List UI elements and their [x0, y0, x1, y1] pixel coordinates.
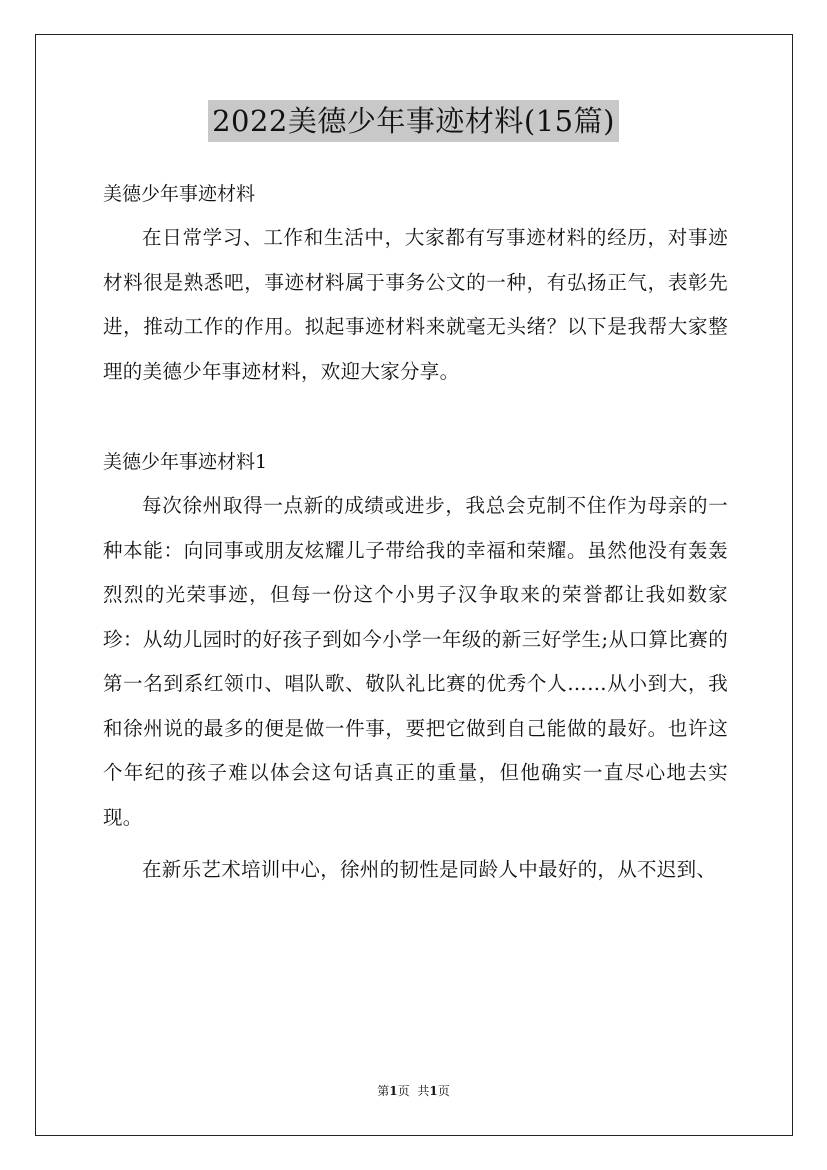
footer-page-suffix: 页 [397, 1084, 410, 1098]
intro-heading: 美德少年事迹材料 [103, 183, 256, 205]
footer-page-prefix: 第 [377, 1084, 390, 1098]
paragraph-gap [103, 840, 728, 848]
title-container [0, 100, 827, 142]
section1-paragraph-1: 每次徐州取得一点新的成绩或进步，我总会克制不住作为母亲的一种本能：向同事或朋友炫耀儿子带给我的幸福和荣耀。虽然他没有轰轰烈烈的光荣事迹，但每一份这个小男子汉争取来的荣誉都让我如数家珍：从幼儿园时的好孩子到如今小学一年级的新三好学生;从口算比赛的第一名到系红领巾、唱队歌、敬队礼比赛的优秀个人……从小到大，我和徐州说的最多的便是做一件事，要把它做到自己能做的最好。也许这个年纪的孩子难以体会这句话真正的重量，但他确实一直尽心地去实现。 [103, 494, 728, 829]
section1-heading: 美德少年事迹材料1 [103, 451, 268, 473]
footer-page-total: 1 [429, 1084, 438, 1098]
footer-total-prefix: 共 [417, 1084, 430, 1098]
section1-paragraph-2: 在新乐艺术培训中心，徐州的韧性是同龄人中最好的，从不迟到、 [142, 858, 717, 881]
footer-page-current: 1 [389, 1084, 398, 1098]
section-spacer [103, 394, 728, 440]
document-title: 2022美德少年事迹材料(15篇) [208, 100, 619, 142]
intro-paragraph: 在日常学习、工作和生活中，大家都有写事迹材料的经历，对事迹材料很是熟悉吧，事迹材料属于事务公文的一种，有弘扬正气，表彰先进，推动工作的作用。拟起事迹材料来就毫无头绪？以下是我帮大家整理的美德少年事迹材料，欢迎大家分享。 [103, 226, 728, 383]
footer-total-suffix: 页 [437, 1084, 450, 1098]
document-body [103, 172, 728, 893]
page-footer [0, 1083, 827, 1099]
